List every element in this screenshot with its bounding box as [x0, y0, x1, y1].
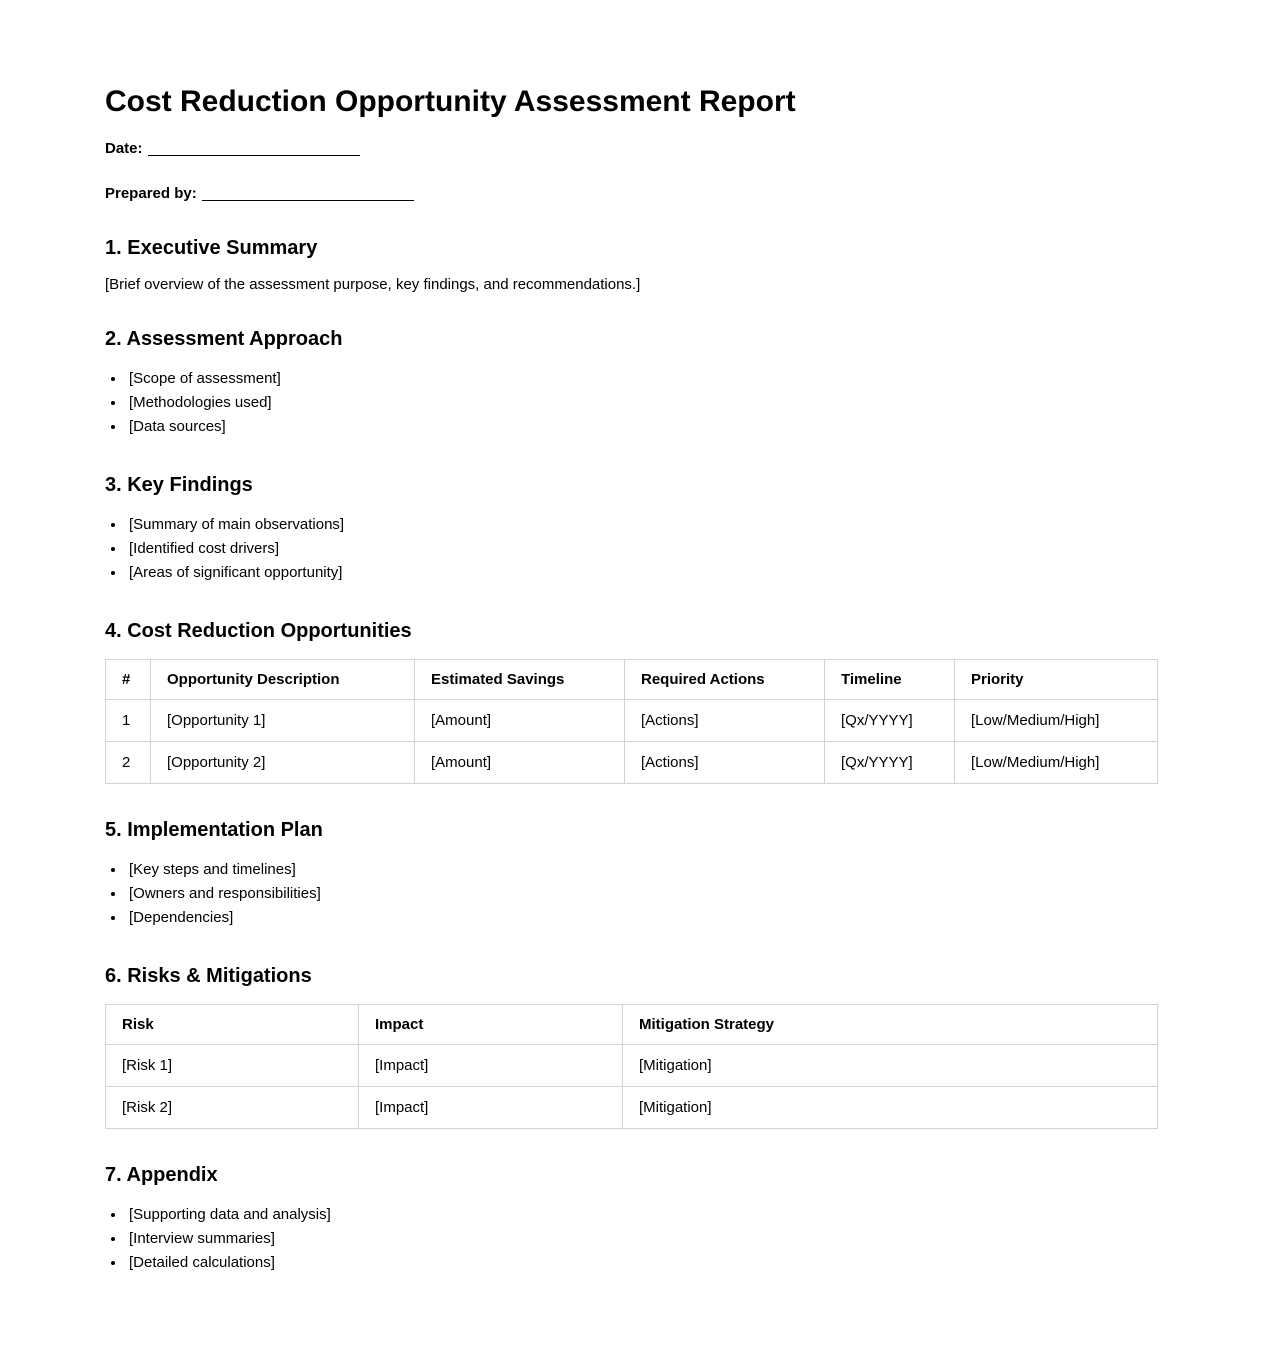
section-key-findings [105, 475, 1157, 585]
table-row [106, 742, 1158, 784]
date-blank-line [148, 141, 360, 156]
table-row [106, 1045, 1158, 1087]
table-cell: 1 [106, 700, 151, 742]
table-cell: [Impact] [359, 1045, 623, 1087]
table-header-cell: Mitigation Strategy [623, 1005, 1158, 1045]
section-heading: 4. Cost Reduction Opportunities [105, 620, 412, 642]
table-header-cell: Impact [359, 1005, 623, 1045]
table-cell: [Risk 2] [106, 1087, 359, 1129]
bullet-item: • [Key steps and timelines] [126, 858, 1157, 882]
table-cell: [Qx/YYYY] [825, 700, 955, 742]
table-cell: [Amount] [415, 700, 625, 742]
section-heading: 5. Implementation Plan [105, 819, 323, 841]
section-heading: 3. Key Findings [105, 474, 253, 496]
table-cell: 2 [106, 742, 151, 784]
table-cell: [Low/Medium/High] [955, 700, 1158, 742]
table-header-cell: Opportunity Description [151, 660, 415, 700]
bullet-item: • [Areas of significant opportunity] [126, 561, 1157, 585]
table-header-cell: Timeline [825, 660, 955, 700]
section-assessment-approach [105, 329, 1157, 439]
bullet-item: • [Dependencies] [126, 906, 1157, 930]
prepared-by-label: Prepared by: [105, 185, 197, 202]
table-cell: [Risk 1] [106, 1045, 359, 1087]
prepared-by-field-line [105, 185, 1157, 202]
bullet-item: • [Scope of assessment] [126, 367, 1157, 391]
table-cell: [Opportunity 2] [151, 742, 415, 784]
section-risks-mitigations [105, 966, 1157, 1129]
date-label: Date: [105, 140, 143, 157]
table-cell: [Actions] [625, 700, 825, 742]
table-cell: [Mitigation] [623, 1087, 1158, 1129]
table-row [106, 1087, 1158, 1129]
section-paragraph: [Brief overview of the assessment purpose, key findings, and recommendations.] [105, 276, 641, 293]
table-header-cell: # [106, 660, 151, 700]
prepared-by-blank-line [202, 186, 414, 201]
section-cost-reduction-opportunities [105, 621, 1157, 784]
bullet-list [105, 513, 1157, 585]
bullet-list [105, 367, 1157, 439]
bullet-item: • [Summary of main observations] [126, 513, 1157, 537]
bullet-item: • [Detailed calculations] [126, 1251, 1157, 1275]
table-cell: [Impact] [359, 1087, 623, 1129]
table-header-cell: Required Actions [625, 660, 825, 700]
table-row [106, 700, 1158, 742]
table-cell: [Qx/YYYY] [825, 742, 955, 784]
table-header-cell: Priority [955, 660, 1158, 700]
section-heading: 6. Risks & Mitigations [105, 965, 312, 987]
bullet-item: • [Data sources] [126, 415, 1157, 439]
table-cell: [Opportunity 1] [151, 700, 415, 742]
bullet-list [105, 1203, 1157, 1275]
bullet-item: • [Identified cost drivers] [126, 537, 1157, 561]
table-header-cell: Estimated Savings [415, 660, 625, 700]
bullet-list [105, 858, 1157, 930]
bullet-item: • [Methodologies used] [126, 391, 1157, 415]
date-field-line [105, 140, 1157, 157]
table-header-row [106, 1005, 1158, 1045]
risks-table [105, 1004, 1158, 1129]
bullet-item: • [Supporting data and analysis] [126, 1203, 1157, 1227]
document-title: Cost Reduction Opportunity Assessment Report [105, 85, 796, 118]
table-cell: [Low/Medium/High] [955, 742, 1158, 784]
section-executive-summary [105, 238, 1157, 293]
section-implementation-plan [105, 820, 1157, 930]
section-heading: 2. Assessment Approach [105, 328, 343, 350]
section-heading: 1. Executive Summary [105, 237, 318, 259]
table-cell: [Mitigation] [623, 1045, 1158, 1087]
table-header-row [106, 660, 1158, 700]
bullet-item: • [Owners and responsibilities] [126, 882, 1157, 906]
table-cell: [Actions] [625, 742, 825, 784]
table-header-cell: Risk [106, 1005, 359, 1045]
opportunities-table [105, 659, 1158, 784]
section-heading: 7. Appendix [105, 1164, 218, 1186]
bullet-item: • [Interview summaries] [126, 1227, 1157, 1251]
section-appendix [105, 1165, 1157, 1275]
table-cell: [Amount] [415, 742, 625, 784]
